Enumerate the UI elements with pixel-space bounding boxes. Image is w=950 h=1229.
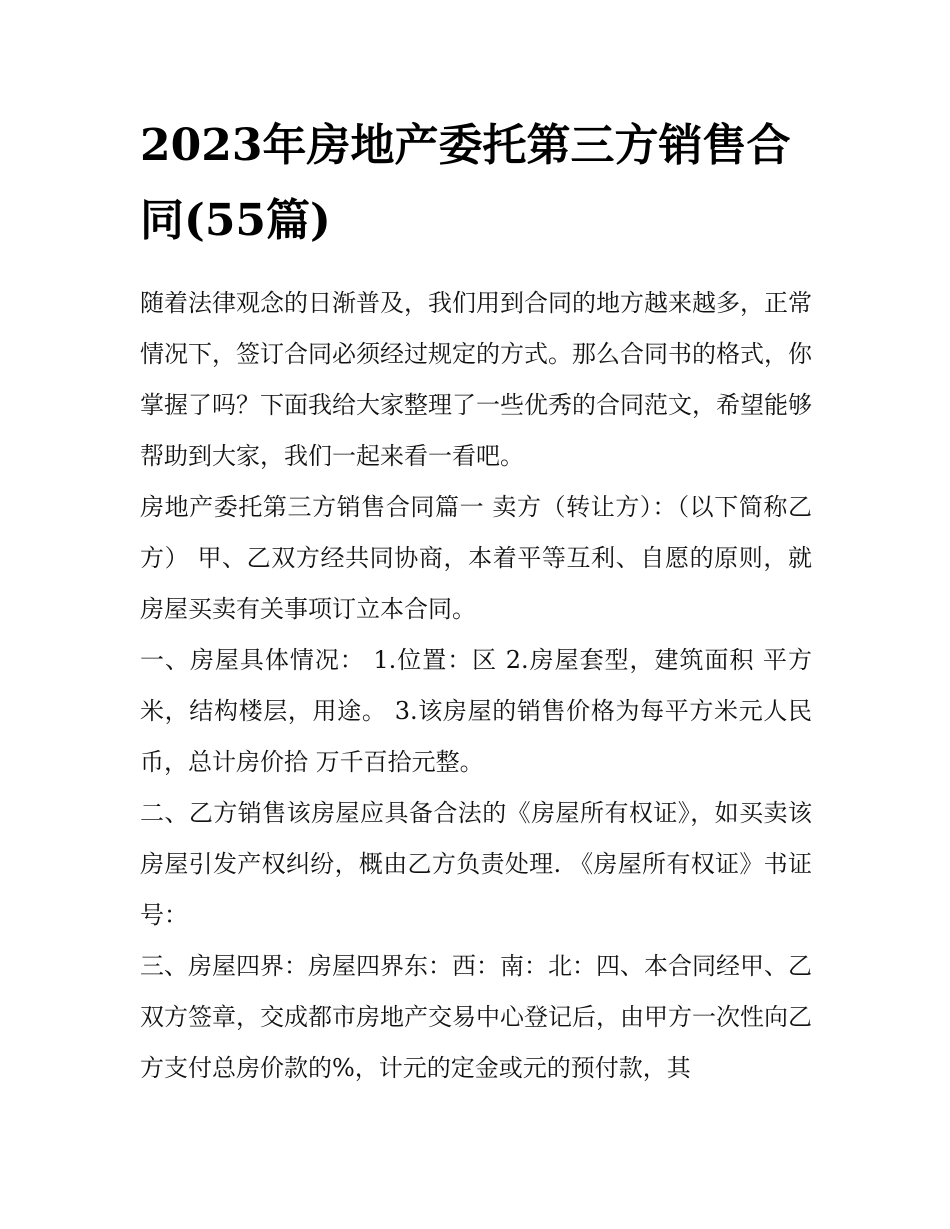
- paragraph-contract-parties: 房地产委托第三方销售合同篇一 卖方（转让方）：（以下简称乙方） 甲、乙双方经共同协商，本着平等互利、自愿的原则，就房屋买卖有关事项订立本合同。: [140, 493, 812, 623]
- paragraph-section-one: 一、房屋具体情况： 1.位置：区 2.房屋套型，建筑面积 平方米，结构楼层，用途。 3.该房屋的销售价格为每平方米元人民币，总计房价拾 万千百拾元整。: [140, 646, 812, 776]
- document-title: 2023年房地产委托第三方销售合同(55篇): [140, 120, 791, 246]
- paragraph-intro: 随着法律观念的日渐普及，我们用到合同的地方越来越多，正常情况下，签订合同必须经过规定的方式。那么合同书的格式，你掌握了吗？下面我给大家整理了一些优秀的合同范文，希望能够帮助到大家，我们一起来看一看吧。: [140, 289, 812, 470]
- paragraph-section-two: 二、乙方销售该房屋应具备合法的《房屋所有权证》，如买卖该房屋引发产权纠纷，概由乙方负责处理. 《房屋所有权证》书证号：: [140, 799, 812, 929]
- document-body: [140, 278, 812, 1094]
- paragraph-section-three: 三、房屋四界：房屋四界东：西：南：北：四、本合同经甲、乙双方签章，交成都市房地产交易中心登记后，由甲方一次性向乙方支付总房价款的%，计元的定金或元的预付款，其: [140, 952, 812, 1082]
